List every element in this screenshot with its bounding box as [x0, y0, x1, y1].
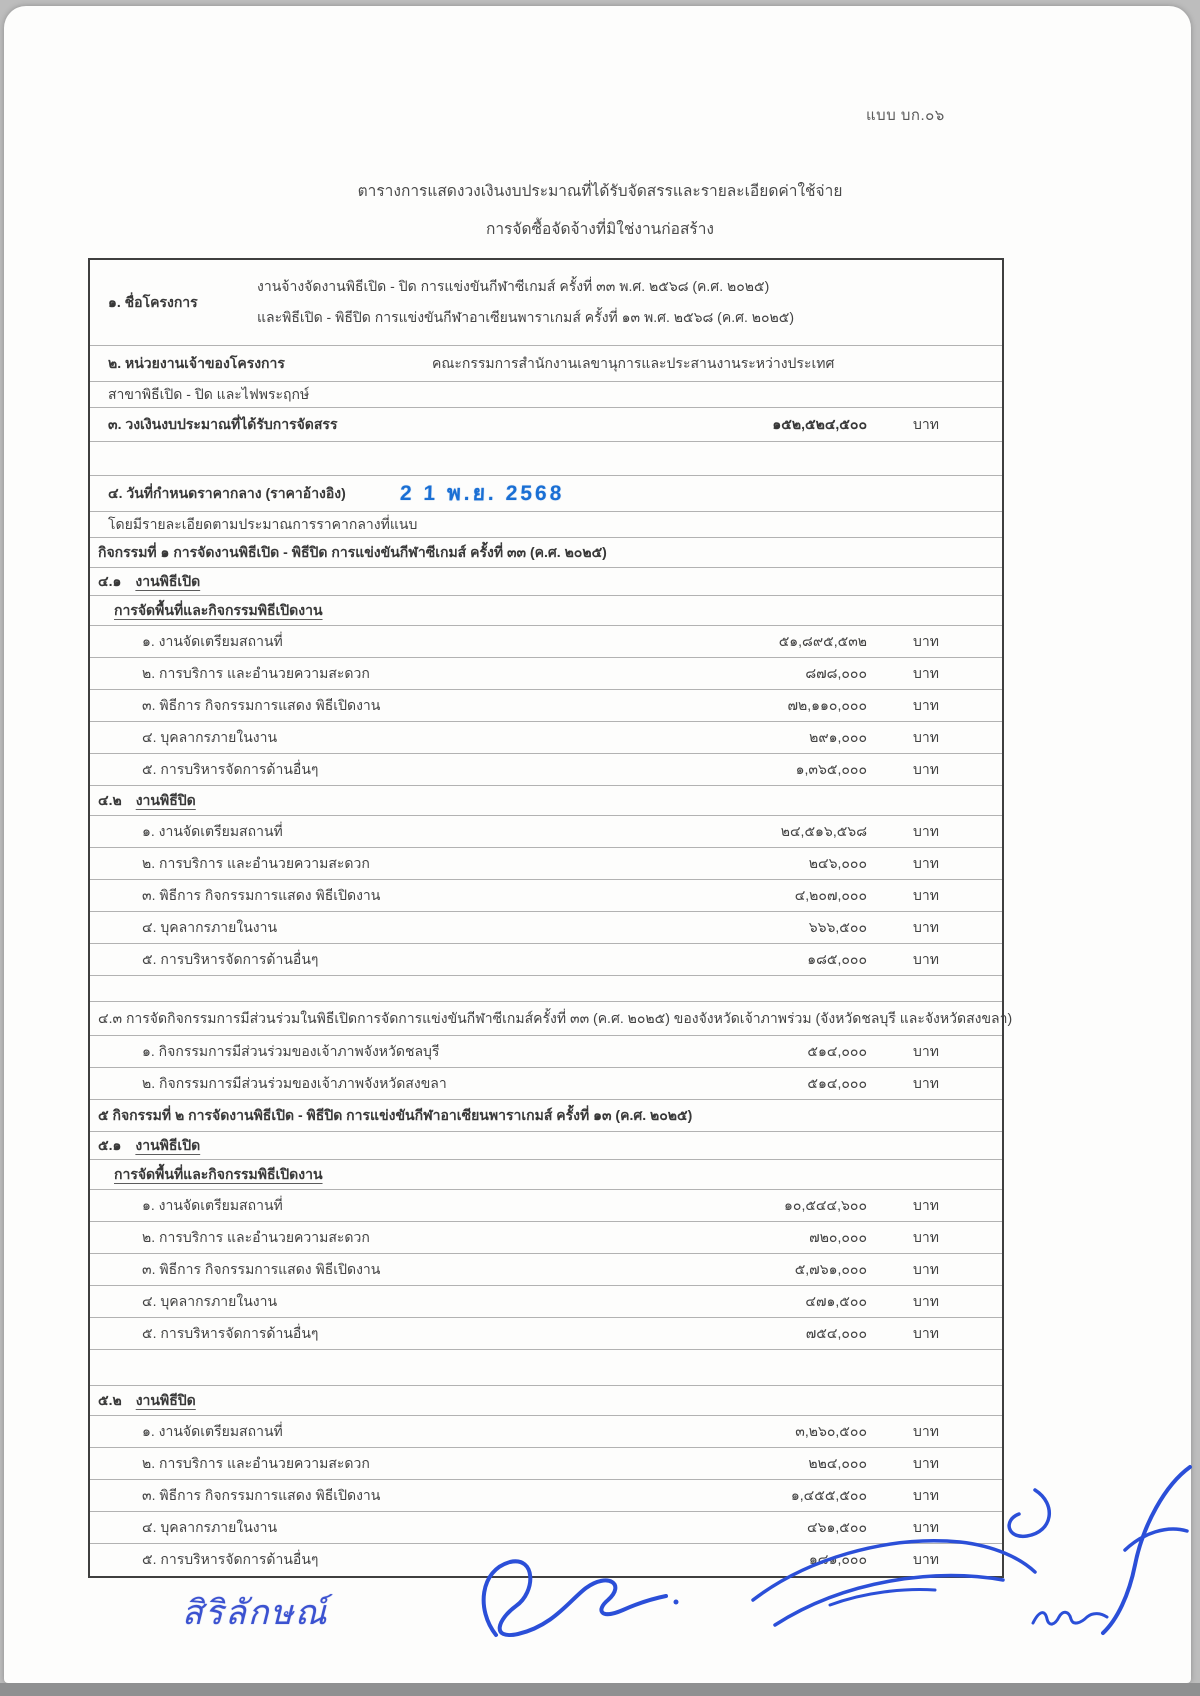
table-row [90, 848, 1002, 880]
signature-1-text: สิริลักษณ์ [182, 1595, 329, 1632]
section-5-2-title: งานพิธีปิด [135, 1391, 196, 1408]
currency-label: บาท [913, 1292, 939, 1309]
table-row [90, 1254, 1002, 1286]
currency-label: บาท [913, 1074, 939, 1091]
currency-label: บาท [913, 632, 939, 649]
currency-label: บาท [913, 1260, 939, 1277]
item-label: ๑. งานจัดเตรียมสถานที่ [142, 1196, 283, 1213]
table-row [90, 816, 1002, 848]
item-value: ๖๖๖,๕๐๐ [808, 918, 867, 935]
item-value: ๒๔๖,๐๐๐ [808, 854, 867, 871]
title-line-1: ตารางการแสดงวงเงินงบประมาณที่ได้รับจัดสรรและรายละเอียดค่าใช้จ่าย [357, 183, 843, 200]
item-value: ๑,๓๖๕,๐๐๐ [795, 760, 867, 777]
project-label: ๑. ชื่อโครงการ [108, 293, 198, 310]
table-row [90, 626, 1002, 658]
row-budget [90, 408, 1002, 442]
activity2-header: ๕ กิจกรรมที่ ๒ การจัดงานพิธีเปิด - พิธีปิด การแข่งขันกีฬาอาเซียนพาราเกมส์ ครั้งที่ ๑๓ (ค.ศ. ๒๐๒๕) [98, 1106, 693, 1123]
row-spacer [90, 976, 1002, 1002]
item-label: ๕. การบริหารจัดการด้านอื่นๆ [142, 950, 319, 967]
item-value: ๑,๔๕๕,๕๐๐ [790, 1486, 867, 1503]
item-value: ๕,๗๖๑,๐๐๐ [794, 1260, 867, 1277]
item-value: ๒๒๔,๐๐๐ [808, 1454, 867, 1471]
currency-label: บาท [913, 886, 939, 903]
currency-label: บาท [913, 822, 939, 839]
activity1-header: กิจกรรมที่ ๑ การจัดงานพิธีเปิด - พิธีปิด การแข่งขันกีฬาซีเกมส์ ครั้งที่ ๓๓ (ค.ศ. ๒๐๒๕) [98, 543, 607, 560]
row-section-4-1 [90, 568, 1002, 596]
item-label: ๒. การบริการ และอำนวยความสะดวก [142, 664, 370, 681]
item-value: ๔๗๑,๕๐๐ [805, 1292, 867, 1309]
budget-table [88, 258, 1013, 1578]
row-spacer [90, 1350, 1002, 1386]
table-row [90, 912, 1002, 944]
item-label: ๓. พิธีการ กิจกรรมการแสดง พิธีเปิดงาน [142, 1260, 381, 1277]
item-value: ๔,๒๐๗,๐๐๐ [794, 886, 867, 903]
currency-label: บาท [913, 1324, 939, 1341]
section-5-1-subtitle: การจัดพื้นที่และกิจกรรมพิธีเปิดงาน [114, 1165, 323, 1182]
item-value: ๕๑๔,๐๐๐ [807, 1042, 867, 1059]
project-value-line2: และพิธีเปิด - พิธีปิด การแข่งขันกีฬาอาเซียนพาราเกมส์ ครั้งที่ ๑๓ พ.ศ. ๒๕๖๘ (ค.ศ. ๒๐๒๕) [257, 309, 795, 325]
table-row [90, 658, 1002, 690]
project-value-line1: งานจ้างจัดงานพิธีเปิด - ปิด การแข่งขันกีฬาซีเกมส์ ครั้งที่ ๓๓ พ.ศ. ๒๕๖๘ (ค.ศ. ๒๐๒๕) [257, 278, 770, 294]
table-row [90, 1222, 1002, 1254]
table-row [90, 1190, 1002, 1222]
item-value: ๕๑,๘๙๕,๕๓๒ [778, 632, 867, 649]
item-label: ๓. พิธีการ กิจกรรมการแสดง พิธีเปิดงาน [142, 1486, 381, 1503]
date-stamp: 2 1 พ.ย. 2568 [399, 482, 565, 505]
row-note [90, 512, 1002, 538]
currency-label: บาท [913, 1042, 939, 1059]
item-value: ๑๐,๕๔๔,๖๐๐ [784, 1196, 867, 1213]
table-row [90, 690, 1002, 722]
row-section-5-1 [90, 1132, 1002, 1160]
photo-edge [0, 1683, 1200, 1696]
currency-label: บาท [913, 1551, 939, 1567]
form-code: แบบ บก.๐๖ [866, 107, 945, 124]
item-value: ๓,๒๖๐,๕๐๐ [795, 1422, 867, 1439]
item-label: ๔. บุคลากรภายในงาน [142, 728, 278, 745]
row-spacer [90, 442, 1002, 476]
date-label: ๔. วันที่กำหนดราคากลาง (ราคาอ้างอิง) [108, 484, 346, 501]
table-row [90, 880, 1002, 912]
currency-label: บาท [913, 918, 939, 935]
section-4-2-title: งานพิธีปิด [135, 791, 196, 808]
row-section-4-3 [90, 1002, 1013, 1036]
table-row [90, 1512, 1002, 1544]
item-value: ๘๗๘,๐๐๐ [805, 664, 867, 681]
currency-label: บาท [913, 950, 939, 967]
item-value: ๒๔,๕๑๖,๕๖๘ [780, 822, 867, 839]
currency-label: บาท [913, 664, 939, 681]
section-4-1-subtitle: การจัดพื้นที่และกิจกรรมพิธีเปิดงาน [114, 601, 323, 618]
currency-label: บาท [913, 1196, 939, 1213]
budget-label: ๓. วงเงินงบประมาณที่ได้รับการจัดสรร [108, 415, 338, 432]
table-row [90, 1068, 1002, 1100]
item-label: ๑. กิจกรรมการมีส่วนร่วมของเจ้าภาพจังหวัดชลบุรี [142, 1042, 440, 1059]
table-row [90, 1036, 1002, 1068]
table-row [90, 722, 1002, 754]
item-label: ๔. บุคลากรภายในงาน [142, 918, 278, 935]
title-line-2: การจัดซื้อจัดจ้างที่มิใช่งานก่อสร้าง [485, 221, 715, 238]
currency-label: บาท [913, 1422, 939, 1439]
section-4-2-no: ๔.๒ [98, 791, 122, 808]
currency-label: บาท [913, 760, 939, 777]
row-date [90, 476, 1002, 512]
item-value: ๗๒๐,๐๐๐ [809, 1228, 867, 1245]
row-branch [90, 382, 1002, 408]
agency-value: คณะกรรมการสำนักงานเลขานุการและประสานงานระหว่างประเทศ [432, 354, 835, 371]
budget-value: ๑๕๒,๕๒๔,๕๐๐ [772, 415, 867, 432]
note-text: โดยมีรายละเอียดตามประมาณการราคากลางที่แนบ [108, 515, 418, 532]
row-section-4-2 [90, 786, 1002, 816]
table-row [90, 754, 1002, 786]
section-4-1-title: งานพิธีเปิด [135, 572, 201, 589]
item-label: ๔. บุคลากรภายในงาน [142, 1292, 278, 1309]
item-label: ๓. พิธีการ กิจกรรมการแสดง พิธีเปิดงาน [142, 696, 381, 713]
item-value: ๑๘๑,๐๐๐ [808, 1551, 867, 1567]
section-5-2-no: ๕.๒ [98, 1391, 122, 1408]
item-label: ๑. งานจัดเตรียมสถานที่ [142, 822, 283, 839]
item-label: ๑. งานจัดเตรียมสถานที่ [142, 1422, 283, 1439]
item-label: ๑. งานจัดเตรียมสถานที่ [142, 632, 283, 649]
item-label: ๕. การบริหารจัดการด้านอื่นๆ [142, 1324, 319, 1341]
item-value: ๕๑๔,๐๐๐ [807, 1074, 867, 1091]
row-section-4-1-subtitle [90, 596, 1002, 626]
row-agency [90, 346, 1002, 382]
currency-label: บาท [913, 1518, 939, 1535]
agency-label: ๒. หน่วยงานเจ้าของโครงการ [108, 354, 285, 371]
item-label: ๕. การบริหารจัดการด้านอื่นๆ [142, 760, 319, 777]
section-4-1-no: ๔.๑ [98, 572, 122, 589]
item-value: ๒๙๑,๐๐๐ [809, 728, 867, 745]
currency-label: บาท [913, 415, 939, 432]
row-activity2-header [90, 1100, 1002, 1132]
section-5-1-no: ๕.๑ [98, 1136, 122, 1153]
project-value [257, 276, 794, 329]
table-row [90, 944, 1002, 976]
item-label: ๒. การบริการ และอำนวยความสะดวก [142, 1454, 370, 1471]
currency-label: บาท [913, 1454, 939, 1471]
item-value: ๗๕๔,๐๐๐ [805, 1324, 867, 1341]
currency-label: บาท [913, 696, 939, 713]
document-title [0, 178, 1200, 241]
section-4-3-header: ๔.๓ การจัดกิจกรรมการมีส่วนร่วมในพิธีเปิดการจัดการแข่งขันกีฬาซีเกมส์ครั้งที่ ๓๓ (ค.ศ. ๒๐๒๕) ของจังหวัดเจ้าภาพร่วม (จังหวัดชลบุรี และจังหวัดสงขลา) [98, 1009, 1013, 1026]
item-value: ๑๘๕,๐๐๐ [807, 950, 867, 967]
item-label: ๕. การบริหารจัดการด้านอื่นๆ [142, 1551, 319, 1567]
table-row [90, 1286, 1002, 1318]
item-label: ๒. การบริการ และอำนวยความสะดวก [142, 1228, 370, 1245]
table-row [90, 1480, 1002, 1512]
currency-label: บาท [913, 854, 939, 871]
currency-label: บาท [913, 728, 939, 745]
item-label: ๓. พิธีการ กิจกรรมการแสดง พิธีเปิดงาน [142, 886, 381, 903]
table-row [90, 1448, 1002, 1480]
table-row [90, 1544, 1002, 1576]
currency-label: บาท [913, 1486, 939, 1503]
table-row [90, 1416, 1002, 1448]
section-5-1-title: งานพิธีเปิด [135, 1136, 201, 1153]
item-value: ๗๒,๑๑๐,๐๐๐ [787, 696, 867, 713]
currency-label: บาท [913, 1228, 939, 1245]
table-row [90, 1318, 1002, 1350]
row-project [90, 260, 1002, 346]
item-label: ๒. กิจกรรมการมีส่วนร่วมของเจ้าภาพจังหวัดสงขลา [142, 1074, 447, 1091]
row-section-5-1-subtitle [90, 1160, 1002, 1190]
branch-value: สาขาพิธีเปิด - ปิด และไฟพระฤกษ์ [108, 385, 310, 402]
item-value: ๔๖๑,๕๐๐ [807, 1518, 867, 1535]
row-activity1-header [90, 538, 1002, 568]
item-label: ๔. บุคลากรภายในงาน [142, 1518, 278, 1535]
row-section-5-2 [90, 1386, 1002, 1416]
item-label: ๒. การบริการ และอำนวยความสะดวก [142, 854, 370, 871]
